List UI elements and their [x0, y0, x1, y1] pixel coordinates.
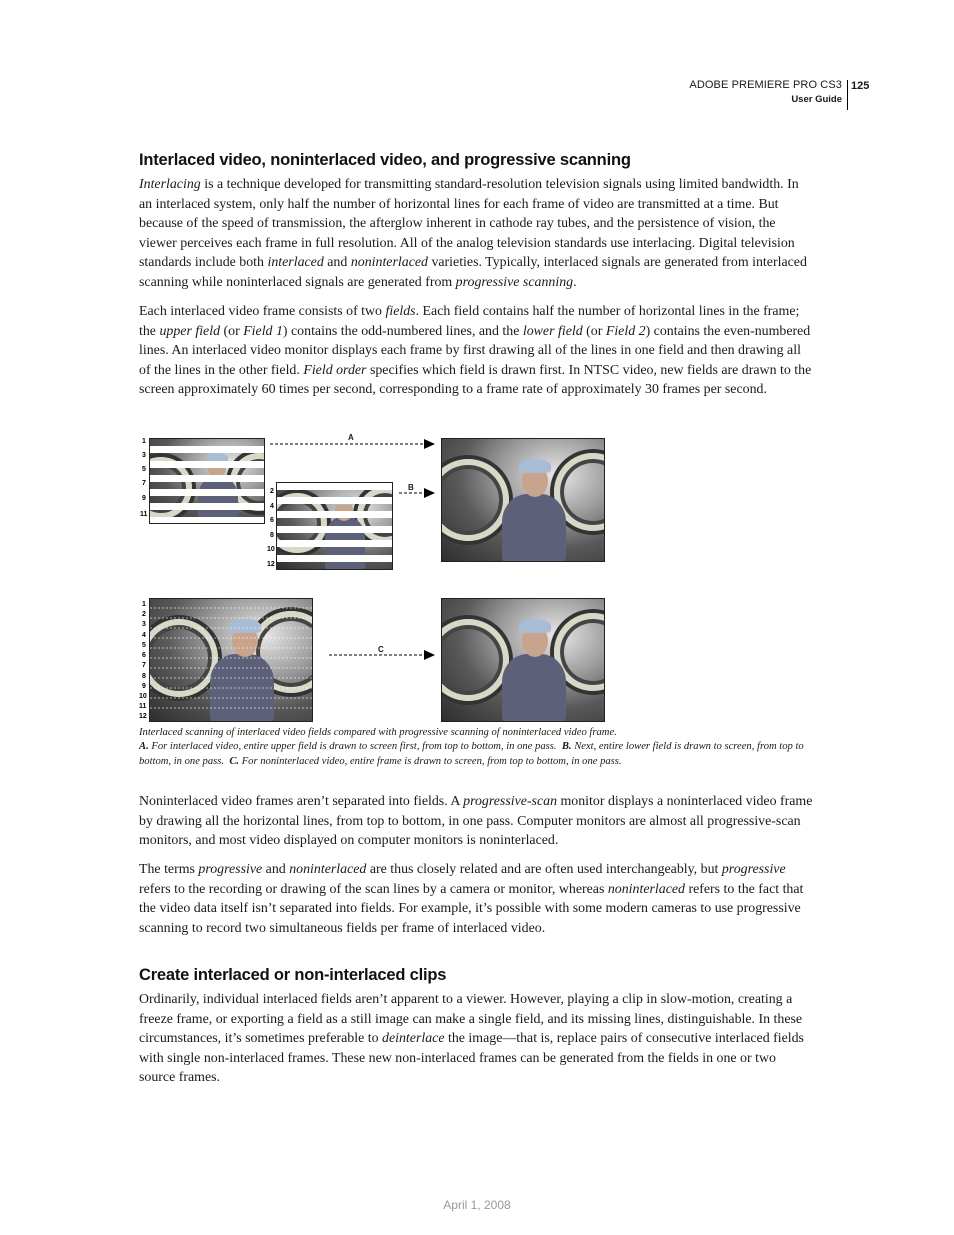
paragraph	[139, 175, 815, 293]
paragraph	[139, 990, 815, 1088]
paragraph-text: Interlacing is a technique developed for transmitting standard-resolution television signals using limited bandwidth. In an interlaced system, only half the number of horizontal lines for each frame of video are transmitted at a time. But because of the speed of transmission, the afterglow inherent in cathode ray tubes, and the persistence of vision, the viewer perceives each frame in full resolution. All of the analog television standards use interlacing. Digital television standards include both interlaced and noninterlaced varieties. Typically, interlaced signals are generated from interlaced scanning while noninterlaced signals are generated from progressive scanning.	[139, 177, 807, 290]
caption-key-a: A.	[139, 741, 149, 753]
caption-title: Interlaced scanning of interlaced video fields compared with progressive scanning of noninterlaced video frame.	[139, 727, 617, 738]
paragraph-text: The terms progressive and noninterlaced are thus closely related and are often used interchangeably, but progressive refers to the recording or drawing of the scan lines by a camera or monitor, whereas noninterlaced refers to the fact that the video data itself isn’t separated into fields. For example, it’s possible with some modern cameras to use progressive scanning to record two simultaneous fields per frame of interlaced video.	[139, 862, 804, 936]
line-number: 6	[270, 517, 274, 524]
progressive-source-image	[149, 598, 313, 722]
label-b: B	[408, 483, 414, 492]
paragraph	[139, 302, 815, 400]
header-divider	[847, 80, 848, 110]
caption-key-b: B.	[561, 741, 572, 753]
guide-name: User Guide	[791, 94, 842, 105]
line-number: 9	[142, 683, 146, 690]
page-number: 125	[851, 80, 870, 92]
line-number: 1	[142, 438, 146, 445]
line-number: 2	[270, 488, 274, 495]
line-number: 11	[140, 511, 148, 518]
line-number: 6	[142, 652, 146, 659]
paragraph	[139, 860, 815, 938]
line-number: 7	[142, 662, 146, 669]
caption-b: Next, entire lower field is drawn to screen, from top to bottom, in one pass.	[139, 741, 804, 767]
line-number: 3	[142, 621, 146, 628]
line-number: 1	[142, 601, 146, 608]
line-number: 7	[142, 480, 146, 487]
section-create-clips	[139, 966, 815, 985]
line-number: 4	[142, 632, 146, 639]
line-number: 3	[142, 452, 146, 459]
figure-caption	[139, 726, 815, 769]
line-number: 5	[142, 642, 146, 649]
scanning-figure	[139, 430, 815, 730]
line-number: 12	[139, 713, 147, 720]
paragraph-text: Ordinarily, individual interlaced fields aren’t apparent to a viewer. However, playing a clip in slow-motion, creating a freeze frame, or exporting a field as a still image can make a single field, and its missing lines, distinguishable. In these circumstances, it’s sometimes preferable to deinterlace the image—that is, replace pairs of consecutive interlaced fields with single non-interlaced frames. These new non-interlaced frames can be generated from the fields in one or two source frames.	[139, 992, 804, 1086]
section-heading: Interlaced video, noninterlaced video, and progressive scanning	[139, 151, 631, 169]
paragraph-text: Noninterlaced video frames aren’t separated into fields. A progressive-scan monitor displays a noninterlaced video frame by drawing all the horizontal lines, from top to bottom, in one pass. Computer monitors are almost all progressive-scan monitors, and most video displayed on computer monitors is noninterlaced.	[139, 794, 813, 849]
line-number: 5	[142, 466, 146, 473]
label-c: C	[378, 645, 384, 654]
caption-key-c: C.	[229, 755, 240, 767]
section-interlaced	[139, 151, 815, 170]
line-number: 8	[270, 532, 274, 539]
paragraph-text: Each interlaced video frame consists of two fields. Each field contains half the number of horizontal lines in the frame; the upper field (or Field 1) contains the odd-numbered lines, and the lower field (or Field 2) contains the even-numbered lines. An interlaced video monitor displays each frame by first drawing all of the lines in one field and then drawing all of the lines in the other field. Field order specifies which field is drawn first. In NTSC video, new fields are drawn to the screen approximately 60 times per second, corresponding to a frame rate of approximately 30 frames per second.	[139, 304, 812, 398]
line-number: 8	[142, 673, 146, 680]
label-a: A	[348, 433, 354, 442]
product-name: ADOBE PREMIERE PRO CS3	[689, 79, 842, 91]
line-number: 10	[267, 546, 275, 553]
caption-c: For noninterlaced video, entire frame is drawn to screen, from top to bottom, in one pass.	[239, 755, 622, 767]
footer-date: April 1, 2008	[443, 1198, 511, 1212]
line-number: 2	[142, 611, 146, 618]
running-header	[689, 79, 842, 105]
section-heading: Create interlaced or non-interlaced clips	[139, 966, 447, 984]
progressive-result-image	[441, 598, 605, 722]
line-number: 4	[270, 503, 274, 510]
line-number: 9	[142, 495, 146, 502]
line-number: 12	[267, 561, 275, 568]
caption-keys	[139, 740, 815, 769]
line-number: 11	[139, 703, 147, 710]
line-number: 10	[139, 693, 147, 700]
paragraph	[139, 792, 815, 851]
caption-a: For interlaced video, entire upper field is drawn to screen first, from top to bottom, in one pass.	[148, 741, 557, 753]
